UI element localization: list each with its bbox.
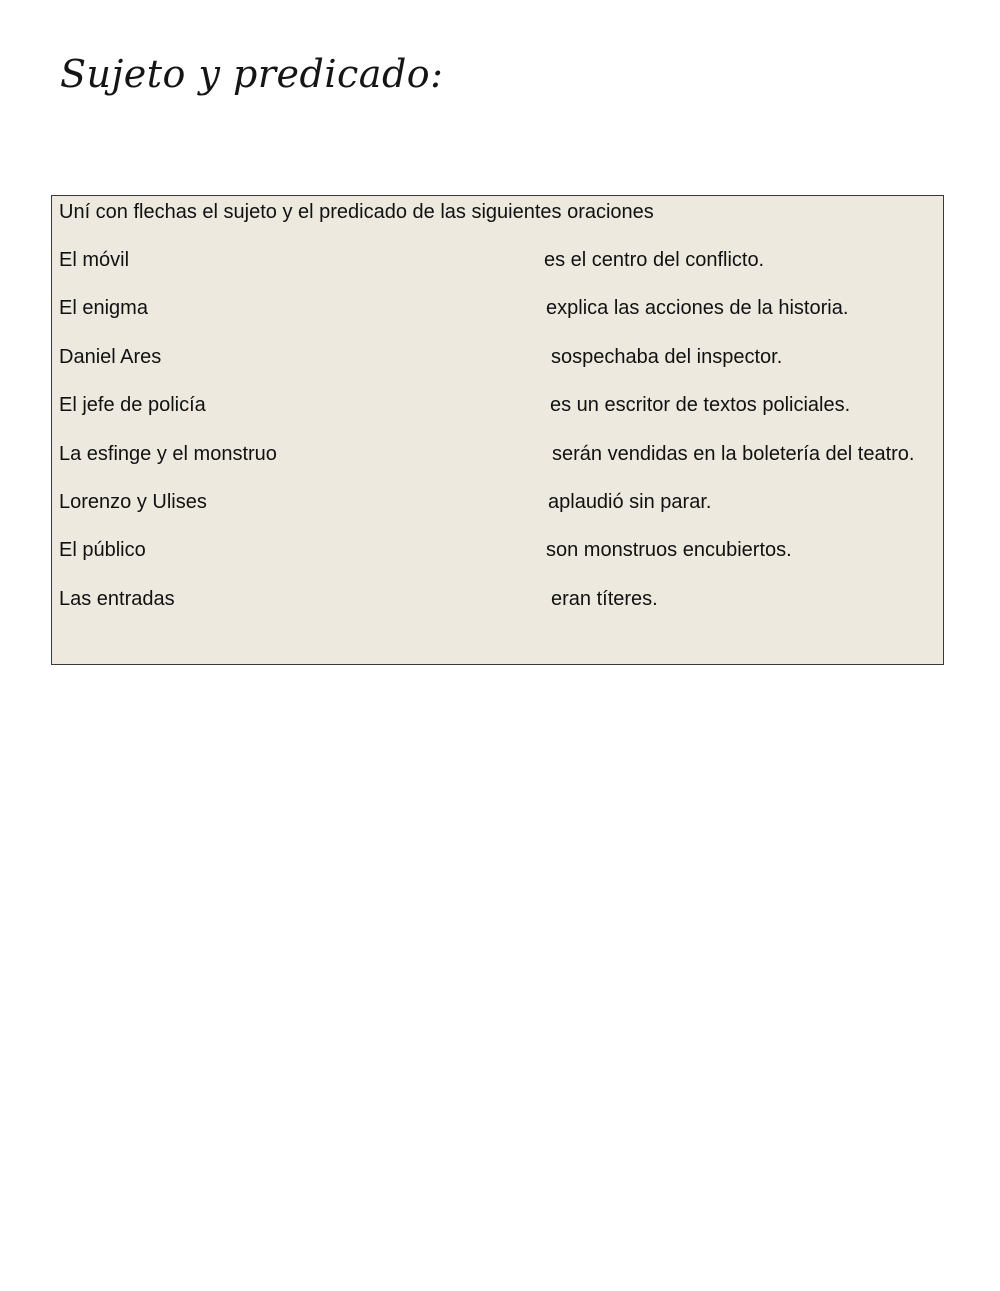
sentence-row xyxy=(52,248,943,272)
sentence-row xyxy=(52,490,943,514)
predicate-item[interactable]: son monstruos encubiertos. xyxy=(546,539,792,561)
subject-item[interactable]: El móvil xyxy=(59,249,130,271)
sentence-row xyxy=(52,393,943,417)
subject-item[interactable]: Daniel Ares xyxy=(59,346,162,368)
subject-item[interactable]: El jefe de policía xyxy=(59,394,206,416)
predicate-item[interactable]: es un escritor de textos policiales. xyxy=(550,394,851,416)
predicate-item[interactable]: serán vendidas en la boletería del teatro. xyxy=(552,443,915,465)
subject-item[interactable]: La esfinge y el monstruo xyxy=(59,443,277,465)
sentence-row xyxy=(52,296,943,320)
predicate-item[interactable]: sospechaba del inspector. xyxy=(551,346,783,368)
subject-item[interactable]: Lorenzo y Ulises xyxy=(59,491,207,513)
sentence-row xyxy=(52,345,943,369)
subject-item[interactable]: El enigma xyxy=(59,297,148,319)
predicate-item[interactable]: aplaudió sin parar. xyxy=(548,491,712,513)
subject-item[interactable]: Las entradas xyxy=(59,588,175,610)
page-title: Sujeto y predicado: xyxy=(60,52,444,96)
predicate-item[interactable]: es el centro del conflicto. xyxy=(544,249,765,271)
instruction-text: Uní con flechas el sujeto y el predicado de las siguientes oraciones xyxy=(59,201,654,223)
exercise-box xyxy=(51,195,944,665)
predicate-item[interactable]: eran títeres. xyxy=(551,588,658,610)
predicate-item[interactable]: explica las acciones de la historia. xyxy=(546,297,849,319)
sentence-row xyxy=(52,587,943,611)
sentence-row xyxy=(52,442,943,466)
subject-item[interactable]: El público xyxy=(59,539,146,561)
sentence-row xyxy=(52,538,943,562)
